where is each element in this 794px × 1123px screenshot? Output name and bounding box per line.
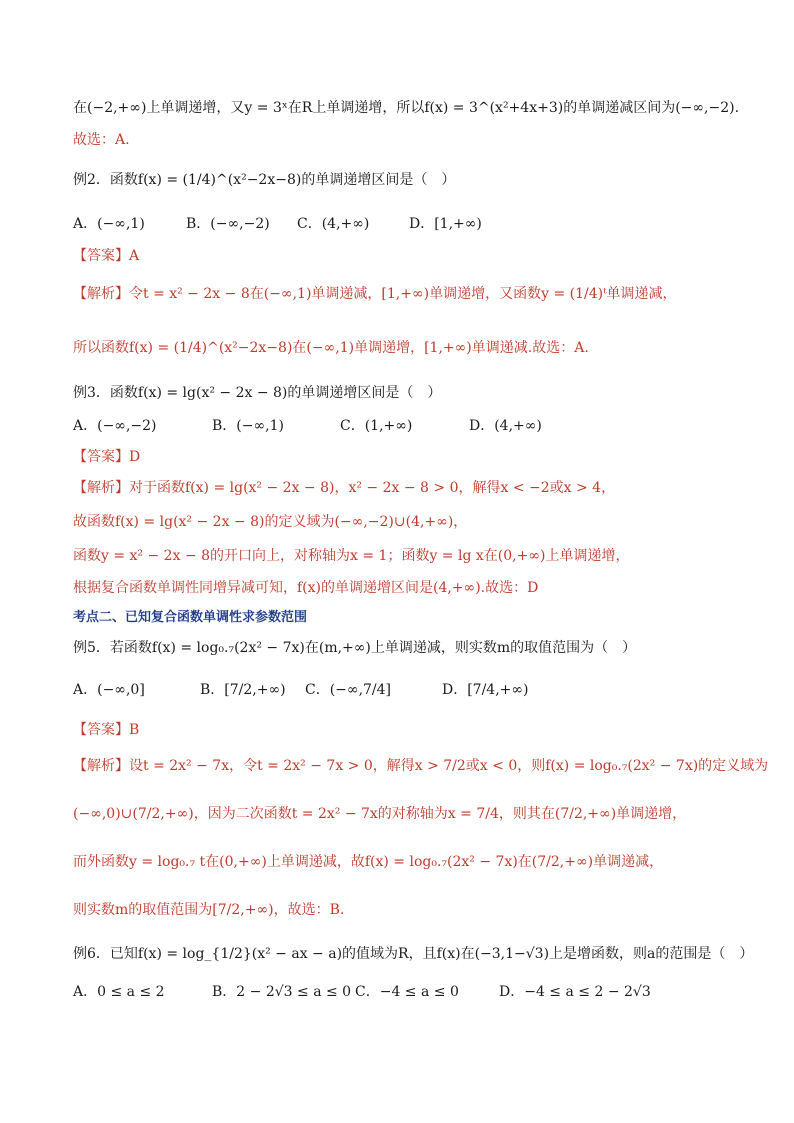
- ex5-solution-3: 而外函数y = log₀.₇ t在(0,+∞)上单调递减，故f(x) = log₀.₇(2x² − 7x)在(7/2,+∞)单调递减，: [73, 854, 664, 870]
- example-6-question: 例6．已知f(x) = log_{1/2}(x² − ax − a)的值域为R，且f(x)在(−3,1−√3)上是增函数，则a的范围是（ ）: [73, 946, 754, 962]
- ex3-answer: 【答案】D: [73, 449, 141, 465]
- text-line: 在(−2,+∞)上单调递增，又y = 3ˣ在R上单调递增，所以f(x) = 3^(x²+4x+3)的单调递减区间为(−∞,−2).: [73, 100, 740, 116]
- ex3-solution-2: 故函数f(x) = lg(x² − 2x − 8)的定义域为(−∞,−2)∪(4,+∞)，: [73, 514, 468, 530]
- ex2-option-c: C．(4,+∞): [297, 216, 370, 232]
- text-line: 故选：A.: [73, 132, 130, 148]
- ex6-option-d: D．−4 ≤ a ≤ 2 − 2√3: [499, 984, 651, 1000]
- ex5-option-b: B．[7/2,+∞): [200, 682, 286, 698]
- ex6-option-c: C．−4 ≤ a ≤ 0: [355, 984, 459, 1000]
- ex2-option-d: D．[1,+∞): [409, 216, 482, 232]
- ex3-solution-4: 根据复合函数单调性同增异减可知，f(x)的单调递增区间是(4,+∞).故选：D: [73, 580, 539, 596]
- section-heading: 考点二、已知复合函数单调性求参数范围: [73, 610, 308, 625]
- ex5-solution-1: 【解析】设t = 2x² − 7x，令t = 2x² − 7x > 0，解得x > 7/2或x < 0，则f(x) = log₀.₇(2x² − 7x)的定义域为: [73, 758, 769, 774]
- example-5-question: 例5．若函数f(x) = log₀.₇(2x² − 7x)在(m,+∞)上单调递减，则实数m的取值范围为（ ）: [73, 640, 637, 656]
- ex3-solution-3: 函数y = x² − 2x − 8的开口向上，对称轴为x = 1；函数y = lg x在(0,+∞)上单调递增，: [73, 548, 630, 564]
- ex5-solution-2: (−∞,0)∪(7/2,+∞)，因为二次函数t = 2x² − 7x的对称轴为x = 7/4，则其在(7/2,+∞)单调递增，: [73, 806, 687, 822]
- question-text: 例2．函数f(x) = (1/4)^(x²−2x−8)的单调递增区间是（ ）: [73, 172, 456, 188]
- ex3-option-d: D．(4,+∞): [469, 418, 542, 434]
- ex2-option-a: A．(−∞,1): [73, 216, 145, 232]
- ex3-option-a: A．(−∞,−2): [73, 418, 157, 434]
- ex5-option-a: A．(−∞,0]: [73, 682, 145, 698]
- ex5-answer: 【答案】B: [73, 722, 140, 738]
- example-3-question: 例3．函数f(x) = lg(x² − 2x − 8)的单调递增区间是（ ）: [73, 385, 442, 401]
- ex6-option-a: A．0 ≤ a ≤ 2: [73, 984, 165, 1000]
- ex2-answer: 【答案】A: [73, 248, 140, 264]
- ex2-option-b: B．(−∞,−2): [186, 216, 270, 232]
- ex2-solution-1: 【解析】令t = x² − 2x − 8在(−∞,1)单调递减，[1,+∞)单调递增，又函数y = (1/4)ᵗ单调递减，: [73, 286, 677, 302]
- ex3-option-b: B．(−∞,1): [212, 418, 284, 434]
- ex2-solution-2: 所以函数f(x) = (1/4)^(x²−2x−8)在(−∞,1)单调递增，[1,+∞)单调递减.故选：A.: [73, 340, 589, 356]
- solution-continuation: [73, 98, 739, 118]
- ex5-solution-4: 则实数m的取值范围为[7/2,+∞)，故选：B.: [73, 902, 345, 918]
- ex5-option-d: D．[7/4,+∞): [442, 682, 529, 698]
- example-2-question: [73, 170, 455, 190]
- ex3-option-c: C．(1,+∞): [340, 418, 413, 434]
- ex3-solution-1: 【解析】对于函数f(x) = lg(x² − 2x − 8)，x² − 2x − 8 > 0，解得x < −2或x > 4，: [73, 480, 616, 496]
- answer-choice-line: [73, 130, 130, 150]
- ex6-option-b: B．2 − 2√3 ≤ a ≤ 0: [212, 984, 352, 1000]
- ex5-option-c: C．(−∞,7/4]: [305, 682, 392, 698]
